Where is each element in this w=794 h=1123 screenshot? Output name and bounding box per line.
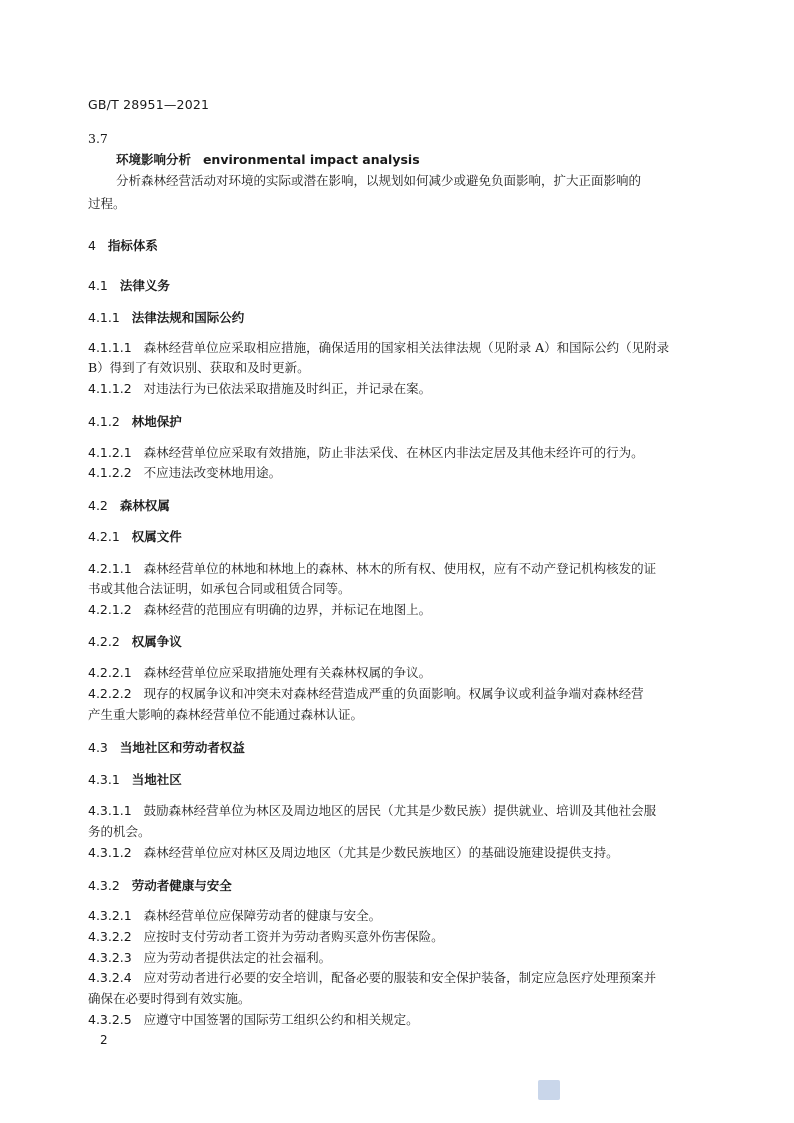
heading-title: 法律法规和国际公约: [131, 310, 245, 325]
clause: [88, 929, 444, 945]
clause-number: 4.1.2.2: [88, 465, 132, 480]
heading-number: 4.3.2: [88, 878, 120, 893]
heading-title: 指标体系: [107, 238, 158, 253]
clause-text: 森林经营单位应采取相应措施，确保适用的国家相关法律法规（见附录 A）和国际公约（见附录: [143, 340, 670, 355]
section-number: 3.7: [88, 131, 108, 146]
heading-title: 权属争议: [131, 634, 182, 649]
clause: [88, 340, 669, 356]
term-en: environmental impact analysis: [202, 152, 420, 167]
clause: [88, 445, 644, 461]
clause: [88, 970, 656, 986]
clause-text: 森林经营的范围应有明确的边界，并标记在地图上。: [143, 602, 432, 617]
section-heading: [88, 529, 182, 545]
clause-number: 4.3.2.3: [88, 950, 132, 965]
clause: [88, 1012, 419, 1028]
clause-number: 4.2.2.2: [88, 686, 132, 701]
clause-number: 4.3.2.2: [88, 929, 132, 944]
clause-text: 森林经营单位应采取措施处理有关森林权属的争议。: [143, 665, 432, 680]
heading-title: 林地保护: [131, 414, 182, 429]
clause-text: 应为劳动者提供法定的社会福利。: [143, 950, 332, 965]
clause: [88, 561, 656, 577]
clause-text: 应遵守中国签署的国际劳工组织公约和相关规定。: [143, 1012, 419, 1027]
clause: [88, 381, 431, 397]
clause-number: 4.1.1.1: [88, 340, 132, 355]
heading-number: 4.3.1: [88, 772, 120, 787]
clause-number: 4.1.1.2: [88, 381, 132, 396]
clause-text: 森林经营单位应采取有效措施，防止非法采伐、在林区内非法定居及其他未经许可的行为。: [143, 445, 644, 460]
clause-continuation: 书或其他合法证明，如承包合同或租赁合同等。: [88, 581, 351, 596]
section-heading: [88, 278, 170, 294]
page-number: 2: [100, 1033, 108, 1047]
clause-continuation: 确保在必要时得到有效实施。: [88, 991, 251, 1006]
heading-title: 当地社区和劳动者权益: [119, 740, 245, 755]
clause-number: 4.2.1.2: [88, 602, 132, 617]
heading-number: 4: [88, 238, 96, 253]
clause-text: 对违法行为已依法采取措施及时纠正，并记录在案。: [143, 381, 432, 396]
clause-text: 森林经营单位应保障劳动者的健康与安全。: [143, 908, 382, 923]
clause-number: 4.3.1.2: [88, 845, 132, 860]
clause-number: 4.3.2.5: [88, 1012, 132, 1027]
definition-line: 分析森林经营活动对环境的实际或潜在影响，以规划如何减少或避免负面影响，扩大正面影响的: [116, 173, 642, 188]
heading-number: 4.2.1: [88, 529, 120, 544]
clause-number: 4.1.2.1: [88, 445, 132, 460]
clause-text: 森林经营单位的林地和林地上的森林、林木的所有权、使用权，应有不动产登记机构核发的证: [143, 561, 657, 576]
heading-number: 4.1.1: [88, 310, 120, 325]
section-heading: [88, 498, 170, 514]
clause-text: 应对劳动者进行必要的安全培训，配备必要的服装和安全保护装备，制定应急医疗处理预案并: [143, 970, 657, 985]
clause-continuation: B）得到了有效识别、获取和及时更新。: [88, 360, 310, 375]
heading-number: 4.2: [88, 498, 108, 513]
section-heading: [88, 772, 182, 788]
term-heading: [116, 152, 420, 168]
watermark-logo-icon: [538, 1080, 560, 1100]
clause-text: 不应违法改变林地用途。: [143, 465, 282, 480]
heading-number: 4.3: [88, 740, 108, 755]
clause-number: 4.2.1.1: [88, 561, 132, 576]
clause: [88, 803, 656, 819]
clause-text: 现存的权属争议和冲突未对森林经营造成严重的负面影响。权属争议或利益争端对森林经营: [143, 686, 644, 701]
clause: [88, 908, 381, 924]
clause-text: 森林经营单位应对林区及周边地区（尤其是少数民族地区）的基础设施建设提供支持。: [143, 845, 619, 860]
heading-number: 4.1: [88, 278, 108, 293]
clause-number: 4.3.2.1: [88, 908, 132, 923]
clause-number: 4.3.1.1: [88, 803, 132, 818]
clause-number: 4.3.2.4: [88, 970, 132, 985]
clause: [88, 602, 431, 618]
clause: [88, 686, 644, 702]
clause: [88, 465, 281, 481]
section-heading: [88, 310, 244, 326]
clause: [88, 845, 619, 861]
heading-title: 当地社区: [131, 772, 182, 787]
clause-number: 4.2.2.1: [88, 665, 132, 680]
document-header: GB/T 28951—2021: [88, 97, 210, 112]
section-heading: [88, 238, 158, 254]
definition-line: 过程。: [88, 196, 126, 211]
clause-text: 应按时支付劳动者工资并为劳动者购买意外伤害保险。: [143, 929, 444, 944]
heading-title: 劳动者健康与安全: [131, 878, 232, 893]
section-heading: [88, 878, 232, 894]
clause: [88, 950, 331, 966]
term-zh: 环境影响分析: [116, 152, 192, 167]
section-heading: [88, 634, 182, 650]
clause-continuation: 产生重大影响的森林经营单位不能通过森林认证。: [88, 707, 364, 722]
heading-number: 4.2.2: [88, 634, 120, 649]
section-heading: [88, 414, 182, 430]
clause: [88, 665, 431, 681]
clause-text: 鼓励森林经营单位为林区及周边地区的居民（尤其是少数民族）提供就业、培训及其他社会服: [143, 803, 657, 818]
section-heading: [88, 740, 245, 756]
heading-title: 森林权属: [119, 498, 170, 513]
heading-title: 法律义务: [119, 278, 170, 293]
heading-title: 权属文件: [131, 529, 182, 544]
clause-continuation: 务的机会。: [88, 824, 151, 839]
heading-number: 4.1.2: [88, 414, 120, 429]
